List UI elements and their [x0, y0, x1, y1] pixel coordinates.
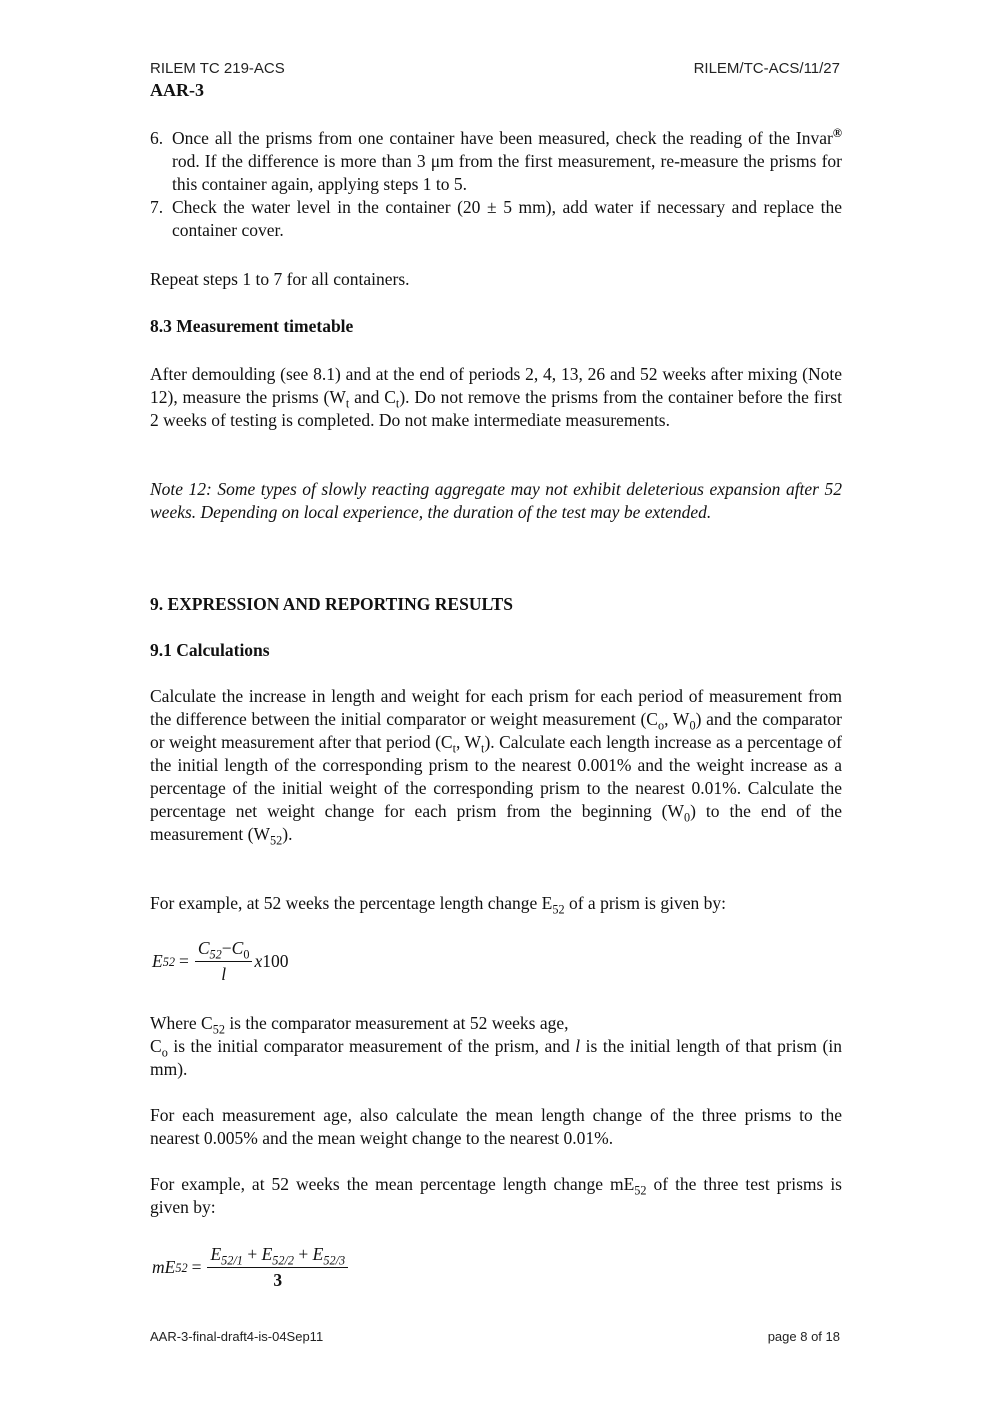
equation-length-change: E 52 = $\frac{C_{52}-C_0}{l}$ x 100 [152, 938, 289, 984]
note-12: Note 12: Some types of slowly reacting aggregate may not exhibit deleterious expansion after 52 weeks. Depending on local experience, the duration of the test may be extended. [150, 479, 842, 522]
footer-left: AAR-3-final-draft4-is-04Sep11 [150, 1329, 324, 1344]
step-6 [150, 127, 842, 196]
calculations-paragraph: Calculate the increase in length and weight for each prism for each period of measurement from the difference between the initial comparator or weight measurement ($C_o$, $W_0$) and the comparator or weight measurement after that period ($C_t$, $W_t$). Calculate each length increase as a percentage of the initial length of the corresponding prism to the nearest 0.001% and the weight increase as a percentage of the initial weight of the corresponding prism to the nearest 0.01%. Calculate the percentage net weight change for each prism from the beginning $(W_0)$ to the end of the measurement $(W_{52})$. [150, 686, 843, 848]
doc-code: AAR-3 [150, 80, 204, 100]
fraction: $\frac{E_{52/1} + E_{52/2} + E_{52/3}}{3}$ [207, 1244, 348, 1291]
section-9-1-heading: 9.1 Calculations [150, 640, 270, 660]
header-left: RILEM TC 219-ACS [150, 60, 285, 77]
example-2-text: For example, at 52 weeks the mean percentage length change $mE_{52}$ of the three test prisms is given by: [150, 1174, 842, 1217]
step-number: 6. [150, 128, 164, 148]
step-text: Check the water level in the container (20 ± 5 mm), add water if necessary and replace the container cover. [172, 197, 842, 240]
where-paragraph: Where $C_{52}$ is the comparator measurement at 52 weeks age, $C_o$ is the initial comparator measurement of the prism, and l is the initial length of that prism (in mm). [150, 1013, 842, 1079]
footer-page-number: page 8 of 18 [767, 1329, 840, 1344]
step-text: Once all the prisms from one container have been measured, check the reading of the Invar® rod. If the difference is more than 3 μm from the first measurement, re-measure the prisms for this container again, applying steps 1 to 5. [172, 126, 842, 194]
header-right: RILEM/TC-ACS/11/27 [693, 60, 840, 77]
section-8-3-paragraph: After demoulding (see 8.1) and at the end of periods 2, 4, 13, 26 and 52 weeks after mixing (Note 12), measure the prisms ($W_t$ and $C_t$). Do not remove the prisms from the container before the first 2 weeks of testing is completed. Do not make intermediate measurements. [150, 364, 842, 430]
fraction: $\frac{C_{52}-C_0}{l}$ [195, 938, 253, 985]
equation-mean-length-change: mE 52 = $\frac{E_{52/1} + E_{52/2} + E_{52/3}}{3}$ [152, 1244, 350, 1291]
section-9-heading: 9. EXPRESSION AND REPORTING RESULTS [150, 594, 513, 614]
steps-list [150, 127, 842, 242]
mean-change-paragraph: For each measurement age, also calculate the mean length change of the three prisms to the nearest 0.005% and the mean weight change to the nearest 0.01%. [150, 1105, 842, 1148]
example-1-text: For example, at 52 weeks the percentage length change $E_{52}$ of a prism is given by: [150, 893, 726, 917]
step-number: 7. [150, 197, 164, 217]
section-8-3-heading: 8.3 Measurement timetable [150, 316, 354, 336]
step-7 [150, 196, 842, 242]
repeat-text: Repeat steps 1 to 7 for all containers. [150, 269, 410, 289]
